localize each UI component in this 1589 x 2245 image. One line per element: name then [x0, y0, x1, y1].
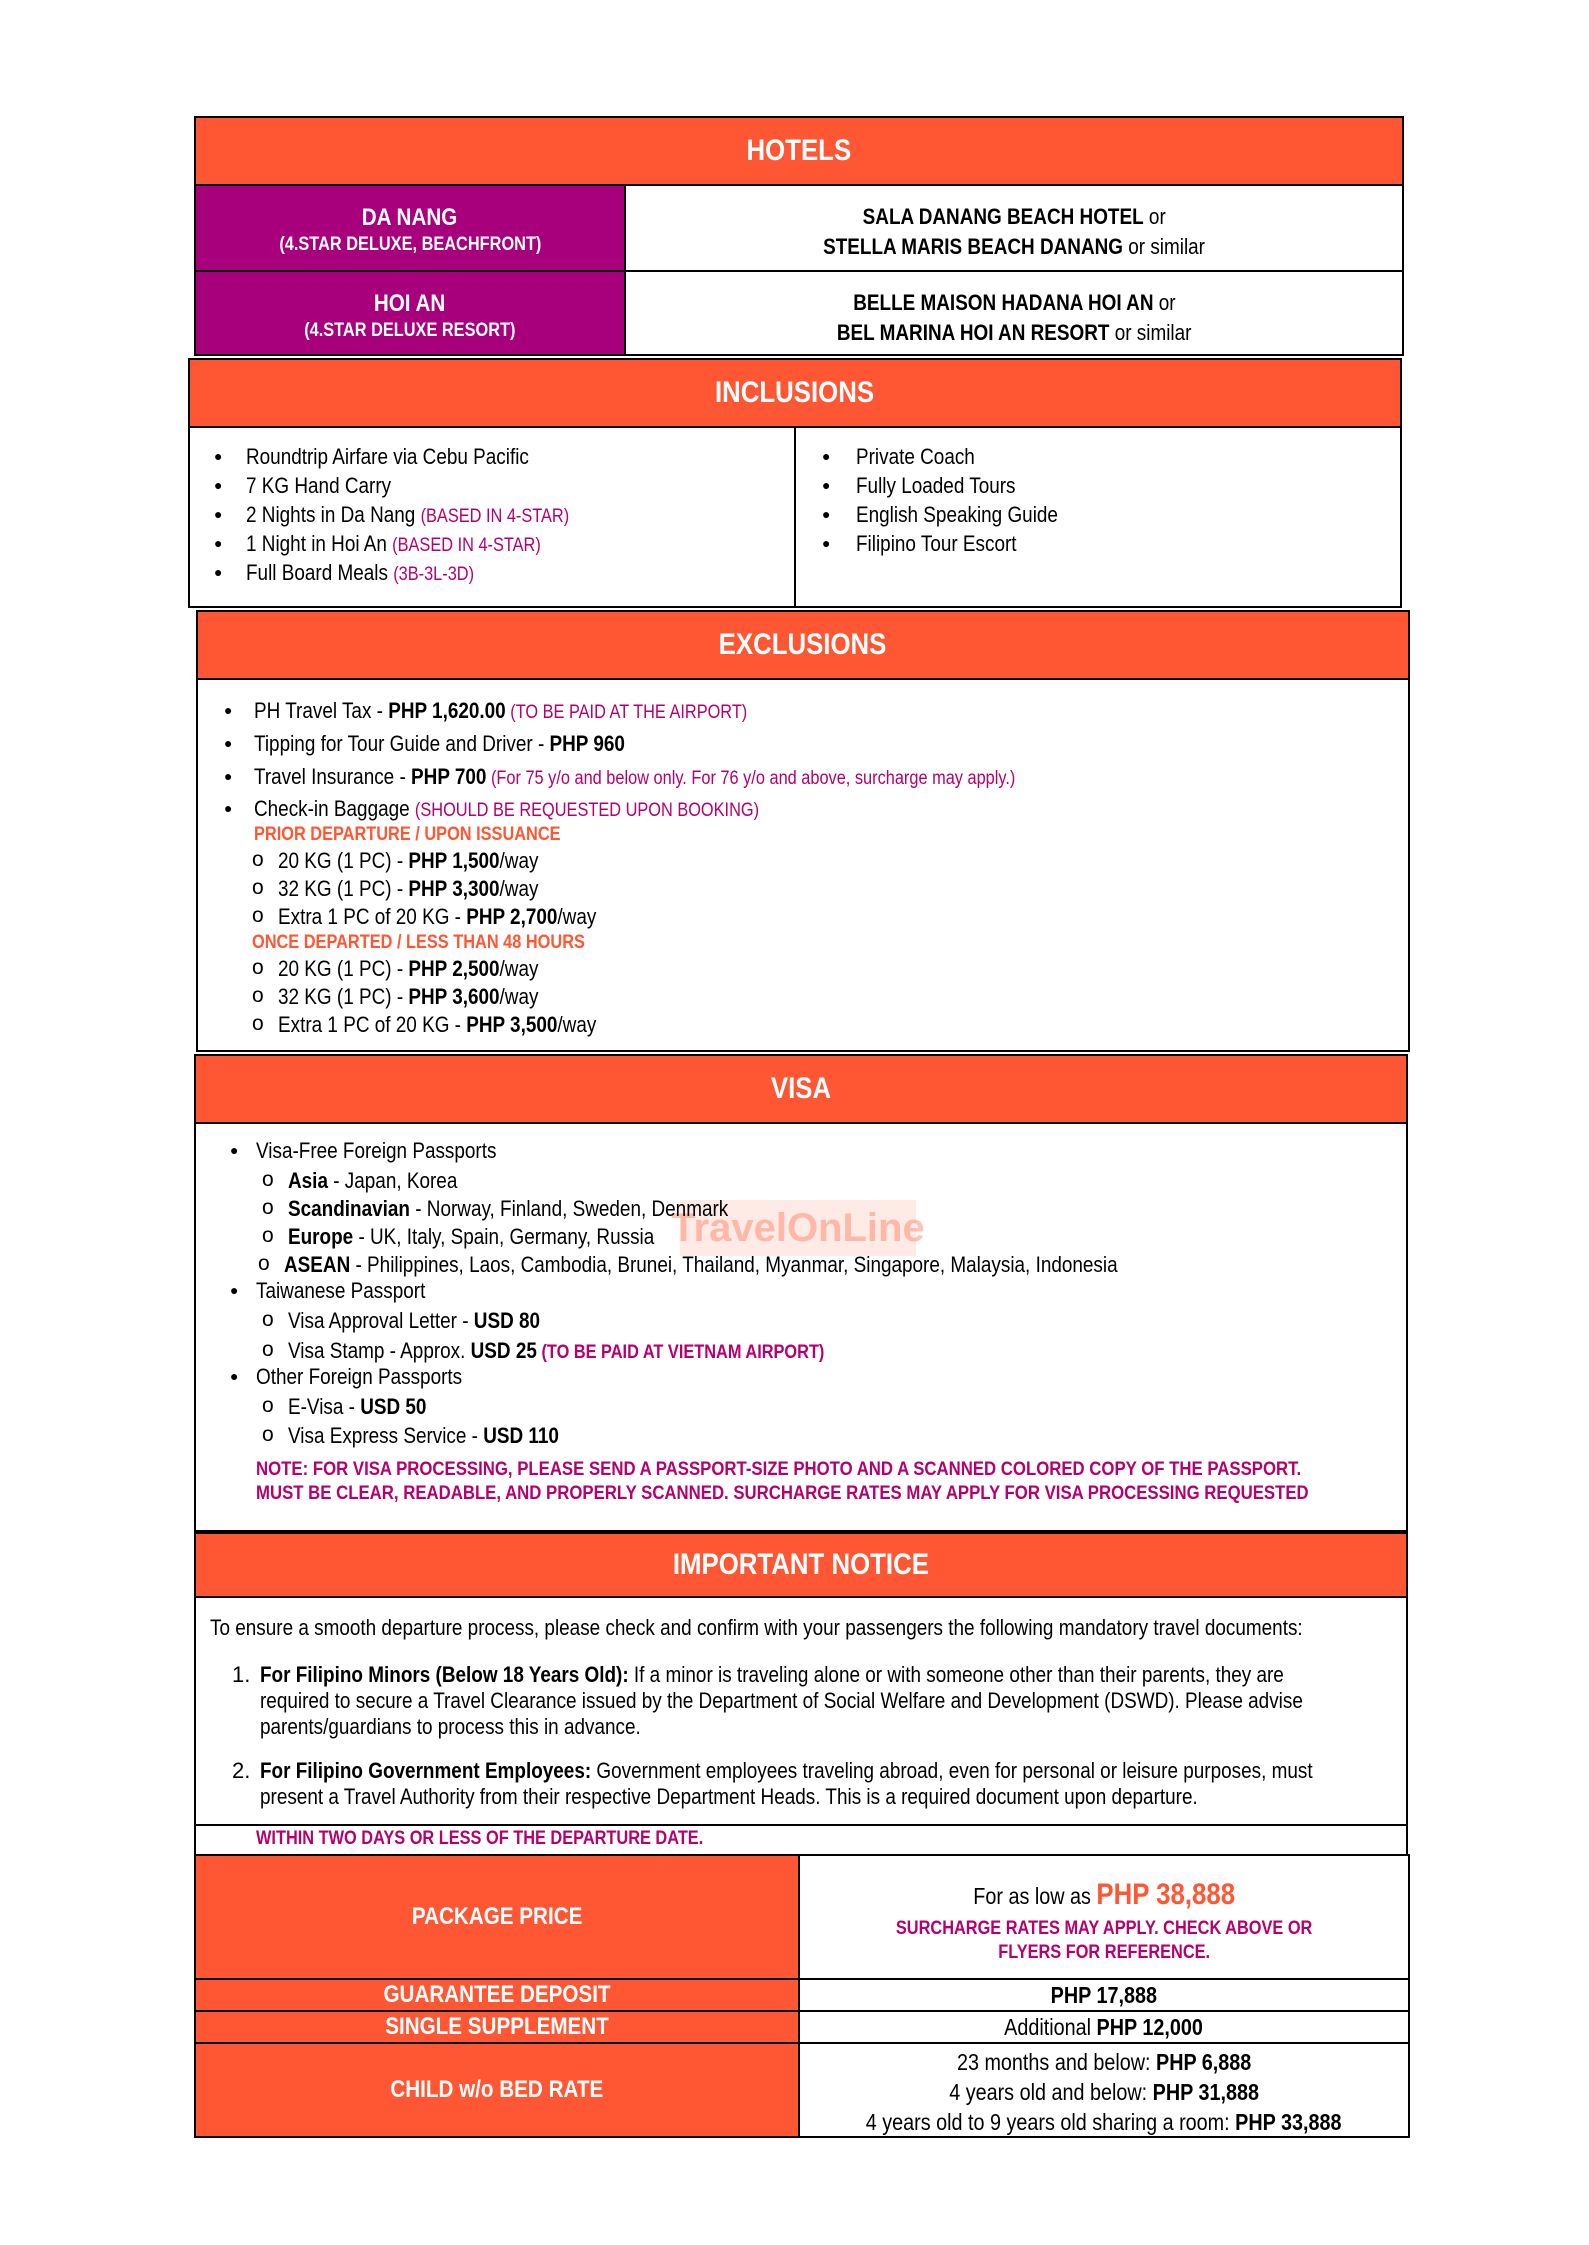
sub-bullet: [252, 1012, 264, 1036]
bullet-icon: [822, 506, 830, 522]
bullet-icon: [214, 506, 222, 522]
taiwanese-item: [288, 1308, 581, 1334]
exclusion-item: [254, 731, 685, 757]
visa-title: VISA: [770, 1072, 832, 1105]
visa-region-countries: - UK, Italy, Spain, Germany, Russia: [353, 1224, 655, 1249]
visa-note-text: MUST BE CLEAR, READABLE, AND PROPERLY SCANNED. SURCHARGE RATES MAY APPLY FOR VISA PROCESSING REQUESTED: [256, 1482, 1309, 1504]
hotel-name: STELLA MARIS BEACH DANANG: [823, 234, 1123, 259]
bullet-glyph: ●: [230, 1142, 239, 1158]
inclusion-text: 2 Nights in Da Nang: [246, 502, 421, 527]
surcharge-note-line1: SURCHARGE RATES MAY APPLY. CHECK ABOVE OR: [895, 1918, 1313, 1939]
notice-item-heading: For Filipino Government Employees:: [260, 1758, 592, 1783]
bullet-glyph: ●: [230, 1282, 239, 1298]
bullet-glyph: ●: [224, 800, 233, 816]
prior-departure-text: PRIOR DEPARTURE / UPON ISSUANCE: [254, 824, 561, 845]
visa-free-heading: [256, 1138, 536, 1164]
inclusion-note: (BASED IN 4-STAR): [420, 506, 570, 527]
baggage-item: [278, 1012, 648, 1038]
hotels-title: HOTELS: [746, 134, 852, 167]
single-supplement-value-cell: [798, 2010, 1410, 2044]
baggage-text: 32 KG (1 PC) -: [278, 876, 409, 901]
notice-item-number: 2.: [232, 1758, 251, 1783]
single-supplement-label: SINGLE SUPPLEMENT: [385, 2013, 609, 2040]
notice-title: IMPORTANT NOTICE: [672, 1548, 930, 1581]
bullet-icon: [822, 477, 830, 493]
visa-region-name: ASEAN: [284, 1252, 351, 1277]
visa-fee-note: (TO BE PAID AT VIETNAM AIRPORT): [536, 1342, 825, 1363]
visa-note-text: NOTE: FOR VISA PROCESSING, PLEASE SEND A PASSPORT-SIZE PHOTO AND A SCANNED COLORED COPY OF THE PASSPORT.: [256, 1458, 1302, 1480]
baggage-suffix: /way: [499, 956, 539, 981]
sub-bullet: [262, 1224, 274, 1248]
bullet-icon: [224, 768, 232, 784]
inclusion-text: English Speaking Guide: [856, 502, 1058, 527]
notice-item1-number: [232, 1662, 250, 1688]
notice-item-number: 1.: [232, 1662, 251, 1687]
child-rate-text: 4 years old to 9 years old sharing a room:: [866, 2109, 1236, 2135]
sub-marker: o: [258, 1252, 270, 1275]
notice-item2-line1: [260, 1758, 1484, 1784]
notice-item2-line2: [260, 1784, 1350, 1810]
surcharge-note-line2: FLYERS FOR REFERENCE.: [998, 1942, 1210, 1963]
bullet-icon: [214, 564, 222, 580]
sub-marker: o: [262, 1338, 274, 1361]
hotels-header: [194, 116, 1404, 186]
sub-bullet: [252, 984, 264, 1008]
for-as-low-text: For as low as: [973, 1883, 1097, 1909]
notice-item-heading: For Filipino Minors (Below 18 Years Old):: [260, 1662, 629, 1687]
bullet-glyph: ●: [214, 448, 223, 464]
visa-region-name: Europe: [288, 1224, 354, 1249]
baggage-price: PHP 3,300: [408, 876, 500, 901]
inclusion-text: 1 Night in Hoi An: [246, 531, 393, 556]
bullet-glyph: ●: [224, 735, 233, 751]
baggage-price: PHP 2,700: [466, 904, 558, 929]
child-rate-row: [800, 2078, 1408, 2106]
inclusion-item: [246, 473, 415, 499]
visa-region-item: [288, 1196, 800, 1222]
inclusion-text: Filipino Tour Escort: [856, 531, 1017, 556]
inclusion-text: Private Coach: [856, 444, 975, 469]
baggage-price: PHP 2,500: [408, 956, 500, 981]
baggage-text: 20 KG (1 PC) -: [278, 956, 409, 981]
bullet-glyph: ●: [214, 564, 223, 580]
bullet-icon: [230, 1142, 238, 1158]
bullet-icon: [224, 800, 232, 816]
notice-item-text: Government employees traveling abroad, even for personal or leisure purposes, must: [591, 1758, 1313, 1783]
hotel-separator: or similar: [1109, 320, 1192, 345]
inclusion-note: (3B-3L-3D): [393, 564, 475, 585]
bullet-glyph: ●: [822, 535, 831, 551]
sub-marker: o: [252, 876, 264, 899]
inclusion-item: [856, 444, 994, 470]
exclusions-title: EXCLUSIONS: [719, 628, 887, 661]
visa-region-countries: - Norway, Finland, Sweden, Denmark: [409, 1196, 729, 1221]
baggage-item: [278, 876, 581, 902]
single-prefix: Additional: [1004, 2014, 1098, 2040]
sub-marker: o: [252, 956, 264, 979]
visa-fee-text: Visa Stamp - Approx.: [288, 1338, 471, 1363]
baggage-text: Extra 1 PC of 20 KG -: [278, 904, 467, 929]
inclusion-item: [856, 531, 1043, 557]
notice-item-text: If a minor is traveling alone or with someone other than their parents, they are: [628, 1662, 1284, 1687]
hotel-city-cell-danang: [194, 184, 626, 272]
taiwanese-item: [288, 1338, 912, 1364]
exclusion-item: [254, 698, 828, 724]
baggage-text: 20 KG (1 PC) -: [278, 848, 409, 873]
bullet-icon: [214, 477, 222, 493]
package-price-value-cell: [798, 1854, 1410, 1980]
sub-bullet: [252, 956, 264, 980]
hotel-name: BEL MARINA HOI AN RESORT: [836, 320, 1110, 345]
notice-item1-line1: [260, 1662, 1451, 1688]
inclusions-header: [188, 358, 1402, 428]
bullet-glyph: ●: [822, 506, 831, 522]
notice-item1-line3: [260, 1714, 703, 1740]
hotel-separator: or: [1153, 290, 1176, 315]
sub-bullet: [262, 1338, 274, 1362]
sub-marker: o: [252, 984, 264, 1007]
inclusion-text: Fully Loaded Tours: [856, 473, 1016, 498]
baggage-item: [278, 848, 581, 874]
bullet-icon: [224, 702, 232, 718]
child-rate-price: PHP 33,888: [1235, 2109, 1342, 2135]
notice-item2-number: [232, 1758, 250, 1784]
inclusion-item: [856, 502, 1091, 528]
once-departed-text: ONCE DEPARTED / LESS THAN 48 HOURS: [252, 932, 585, 953]
single-supplement-value: PHP 12,000: [1097, 2014, 1204, 2040]
package-price-label-cell: [194, 1854, 800, 1980]
baggage-item: [278, 904, 648, 930]
sub-marker: o: [252, 1012, 264, 1035]
baggage-text: Extra 1 PC of 20 KG -: [278, 1012, 467, 1037]
notice-footer-text: WITHIN TWO DAYS OR LESS OF THE DEPARTURE DATE.: [256, 1828, 704, 1849]
other-passport-item: [288, 1423, 603, 1449]
visa-note-line1: [256, 1458, 1471, 1481]
exclusion-item: [254, 764, 1139, 790]
baggage-text: 32 KG (1 PC) -: [278, 984, 409, 1009]
child-rate-value-cell: [798, 2042, 1410, 2138]
hotel-names-danang: [624, 184, 1404, 272]
sub-bullet: [262, 1168, 274, 1192]
sub-bullet: [252, 904, 264, 928]
notice-footer: [256, 1828, 776, 1850]
child-rate-text: 4 years old and below:: [949, 2079, 1153, 2105]
notice-item-text: required to secure a Travel Clearance issued by the Department of Social Welfare and Development (DSWD). Please advise: [260, 1688, 1303, 1713]
hotel-city-name: DA NANG: [362, 204, 458, 231]
exclusion-text: PH Travel Tax -: [254, 698, 389, 723]
deposit-label-cell: [194, 1978, 800, 2012]
hotel-name: SALA DANANG BEACH HOTEL: [862, 204, 1144, 229]
visa-fee-price: USD 25: [470, 1338, 537, 1363]
visa-fee-price: USD 50: [360, 1394, 427, 1419]
child-rate-price: PHP 31,888: [1152, 2079, 1259, 2105]
visa-fee-price: USD 110: [483, 1423, 559, 1448]
package-price-label: PACKAGE PRICE: [411, 1903, 583, 1930]
visa-header: [194, 1054, 1408, 1124]
visa-fee-price: USD 80: [473, 1308, 541, 1333]
hotel-city-name: HOI AN: [374, 290, 446, 317]
other-passports-heading: [256, 1364, 496, 1390]
exclusion-text: Check-in Baggage: [254, 796, 415, 821]
deposit-value-cell: [798, 1978, 1410, 2012]
child-rate-text: 23 months and below:: [956, 2049, 1156, 2075]
baggage-price: PHP 3,600: [408, 984, 500, 1009]
exclusion-text: Tipping for Tour Guide and Driver -: [254, 731, 550, 756]
baggage-suffix: /way: [499, 984, 539, 1009]
exclusions-header: [196, 610, 1410, 680]
visa-region-countries: - Philippines, Laos, Cambodia, Brunei, Thailand, Myanmar, Singapore, Malaysia, Indonesia: [350, 1252, 1118, 1277]
inclusion-text: Roundtrip Airfare via Cebu Pacific: [246, 444, 529, 469]
visa-fee-text: Visa Express Service -: [288, 1423, 484, 1448]
exclusion-note: (For 75 y/o and below only. For 76 y/o and above, surcharge may apply.): [486, 768, 1016, 789]
bullet-glyph: ●: [822, 477, 831, 493]
bullet-glyph: ●: [230, 1368, 239, 1384]
inclusion-item: [856, 473, 1042, 499]
bullet-icon: [230, 1368, 238, 1384]
notice-intro: To ensure a smooth departure process, please check and confirm with your passengers the following mandatory travel documents:: [210, 1615, 1303, 1640]
child-rate-label-cell: [194, 2042, 800, 2138]
hotel-separator: or: [1143, 204, 1166, 229]
inclusion-item: [246, 560, 511, 586]
sub-marker: o: [262, 1224, 274, 1247]
sub-marker: o: [262, 1168, 274, 1191]
inclusions-title: INCLUSIONS: [715, 376, 875, 409]
bullet-icon: [214, 535, 222, 551]
sub-bullet: [262, 1308, 274, 1332]
deposit-label: GUARANTEE DEPOSIT: [383, 1981, 611, 2008]
inclusion-text: 7 KG Hand Carry: [246, 473, 392, 498]
child-rate-price: PHP 6,888: [1155, 2049, 1252, 2075]
hotel-category: (4.STAR DELUXE, BEACHFRONT): [278, 234, 542, 255]
bullet-icon: [214, 448, 222, 464]
sub-bullet: [252, 876, 264, 900]
notice-item1-line2: [260, 1688, 1473, 1714]
bullet-glyph: ●: [224, 702, 233, 718]
watermark-text: TravelOnLine: [671, 1205, 925, 1250]
sub-marker: o: [262, 1196, 274, 1219]
taiwanese-heading: [256, 1278, 453, 1304]
exclusion-item: [254, 796, 841, 822]
baggage-price: PHP 1,500: [408, 848, 500, 873]
visa-region-item: [288, 1224, 714, 1250]
visa-fee-text: E-Visa -: [288, 1394, 361, 1419]
package-price-value: PHP 38,888: [1096, 1878, 1235, 1911]
hotel-separator: or similar: [1122, 234, 1205, 259]
inclusion-note: (BASED IN 4-STAR): [392, 535, 541, 556]
baggage-suffix: /way: [557, 904, 597, 929]
bullet-glyph: ●: [224, 768, 233, 784]
bullet-glyph: ●: [214, 535, 223, 551]
baggage-item: [278, 984, 581, 1010]
inclusion-item: [246, 444, 575, 470]
visa-free-heading-text: Visa-Free Foreign Passports: [256, 1138, 497, 1163]
sub-marker: o: [252, 904, 264, 927]
deposit-value: PHP 17,888: [1050, 1982, 1158, 2008]
visa-region-countries: - Japan, Korea: [327, 1168, 458, 1193]
baggage-suffix: /way: [499, 876, 539, 901]
child-rate-row: [800, 2048, 1408, 2076]
other-passports-heading-text: Other Foreign Passports: [256, 1364, 463, 1389]
visa-note-line2: [256, 1482, 1480, 1505]
prior-departure-label: [254, 824, 610, 846]
exclusion-note: (TO BE PAID AT THE AIRPORT): [505, 702, 748, 723]
baggage-price: PHP 3,500: [466, 1012, 558, 1037]
sub-bullet: [258, 1252, 270, 1276]
bullet-icon: [230, 1282, 238, 1298]
child-rate-row: [800, 2108, 1408, 2136]
sub-marker: o: [252, 848, 264, 871]
visa-fee-text: Visa Approval Letter -: [288, 1308, 474, 1333]
exclusion-text: Travel Insurance -: [254, 764, 412, 789]
sub-marker: o: [262, 1308, 274, 1331]
single-supplement-label-cell: [194, 2010, 800, 2044]
taiwanese-heading-text: Taiwanese Passport: [256, 1278, 426, 1303]
other-passport-item: [288, 1394, 449, 1420]
visa-region-item: [284, 1252, 1253, 1278]
hotel-category: (4.STAR DELUXE RESORT): [304, 320, 516, 341]
exclusion-price: PHP 1,620.00: [388, 698, 506, 723]
exclusion-note: (SHOULD BE REQUESTED UPON BOOKING): [414, 800, 760, 821]
once-departed-label: [252, 932, 639, 954]
bullet-icon: [822, 448, 830, 464]
notice-header: [194, 1532, 1408, 1598]
exclusion-price: PHP 700: [411, 764, 487, 789]
sub-marker: o: [262, 1394, 274, 1417]
sub-bullet: [262, 1423, 274, 1447]
bullet-glyph: ●: [214, 477, 223, 493]
hotel-names-hoian: [624, 270, 1404, 356]
visa-region-name: Asia: [288, 1168, 328, 1193]
baggage-suffix: /way: [557, 1012, 597, 1037]
child-rate-label: CHILD w/o BED RATE: [390, 2076, 604, 2103]
baggage-item: [278, 956, 581, 982]
visa-region-item: [288, 1168, 485, 1194]
hotel-name: BELLE MAISON HADANA HOI AN: [852, 290, 1154, 315]
sub-bullet: [262, 1394, 274, 1418]
sub-marker: o: [262, 1423, 274, 1446]
notice-item-text: present a Travel Authority from their respective Department Heads. This is a required document upon departure.: [260, 1784, 1198, 1809]
hotel-city-cell-hoian: [194, 270, 626, 356]
sub-bullet: [252, 848, 264, 872]
baggage-suffix: /way: [499, 848, 539, 873]
bullet-glyph: ●: [214, 506, 223, 522]
sub-bullet: [262, 1196, 274, 1220]
inclusion-item: [246, 531, 589, 557]
bullet-icon: [224, 735, 232, 751]
bullet-icon: [822, 535, 830, 551]
inclusion-text: Full Board Meals: [246, 560, 394, 585]
notice-intro-line: [210, 1615, 1481, 1641]
exclusion-price: PHP 960: [549, 731, 625, 756]
notice-item-text: parents/guardians to process this in advance.: [260, 1714, 641, 1739]
visa-region-name: Scandinavian: [288, 1196, 410, 1221]
bullet-glyph: ●: [822, 448, 831, 464]
inclusion-item: [246, 502, 622, 528]
